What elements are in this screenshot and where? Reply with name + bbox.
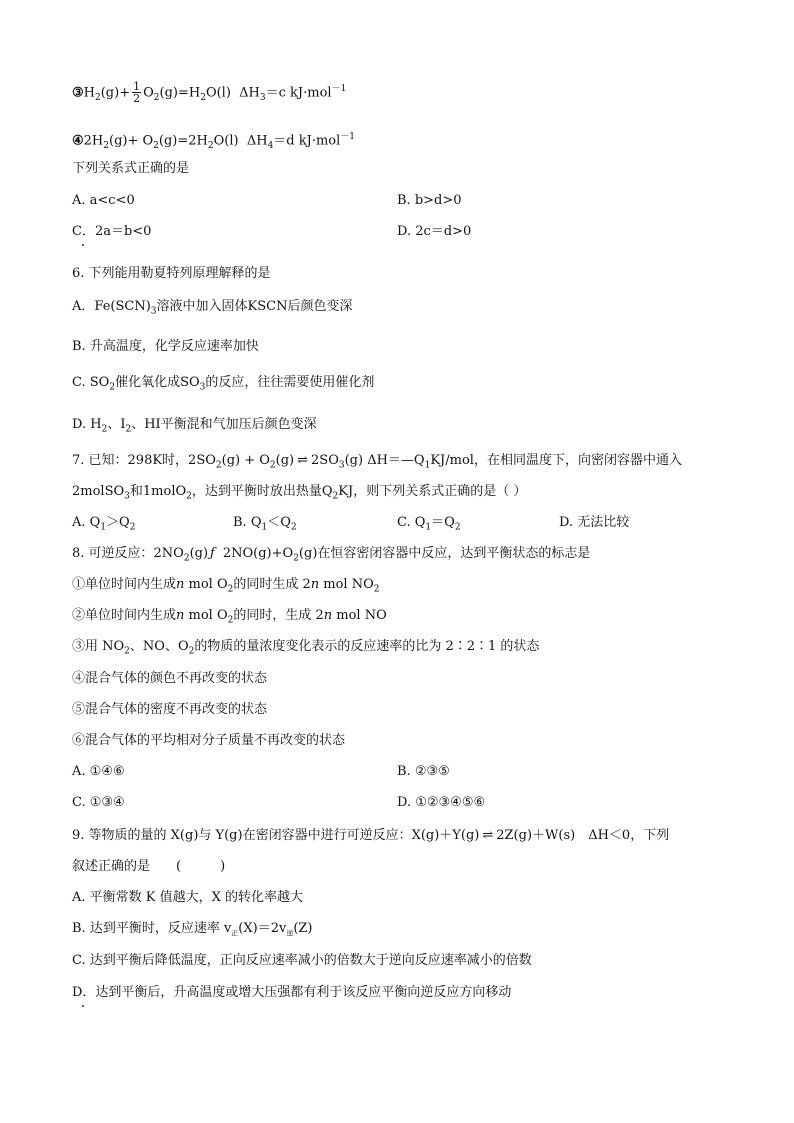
- q5-option-b: B. b>d>0: [397, 193, 462, 208]
- q7-option-d: D. 无法比较: [559, 515, 630, 530]
- q8-item-1: ①单位时间内生成n mol $O_2$的同时生成 2n mol $NO_2$: [72, 577, 380, 595]
- q7-option-b: B. $Q_1<Q_2$: [233, 515, 297, 533]
- q6-option-b: B. 升高温度，化学反应速率加快: [72, 339, 259, 354]
- equilibrium-arrow-icon: ⇌: [297, 453, 309, 468]
- q9-option-a: A. 平衡常数 K 值越大，X 的转化率越大: [72, 890, 304, 905]
- garbled-f-glyph: ƒ: [210, 546, 215, 561]
- q6-option-a: A．$Fe(SCN)_3$溶液中加入固体KSCN后颜色变深: [72, 299, 353, 317]
- q5-option-a: A. a<c<0: [72, 193, 135, 208]
- q8-item-5: ⑤混合气体的密度不再改变的状态: [72, 702, 268, 717]
- q9-option-c: C. 达到平衡后降低温度，正向反应速率减小的倍数大于逆向反应速率减小的倍数: [72, 953, 532, 968]
- q9-stem-line1: 9. 等物质的量的 X(g)与 Y(g)在密闭容器中进行可逆反应：X(g)＋Y(g) ⇌ 2Z(g)＋W(s) ΔH＜0，下列: [72, 828, 670, 843]
- q9-stem-line2: 叙述正确的是 ( ): [72, 859, 226, 874]
- q6-option-c: C. $SO_2$催化氧化成$SO_3$的反应，往往需要使用催化剂: [72, 375, 375, 393]
- equation-4: $④2H_2(g)+ O_2(g)=2H_2O(l)$ $\Delta H_4=d$ kJ·mol$^{-1}$: [72, 132, 356, 151]
- q8-option-c: C. ①③④: [72, 795, 125, 810]
- q8-item-6: ⑥混合气体的平均相对分子质量不再改变的状态: [72, 733, 346, 748]
- q6-stem: 6. 下列能用勒夏特列原理解释的是: [72, 266, 271, 281]
- q7-stem-line2: 2molSO$_3$和1molO$_2$，达到平衡时放出热量$Q_2KJ$，则下列关系式正确的是（ ）: [72, 484, 527, 502]
- q5-option-c: C．2a＝b<0: [72, 224, 152, 239]
- fraction-one-half: $\frac{1}{2}$: [133, 80, 141, 106]
- q8-option-a: A. ①④⑥: [72, 764, 125, 779]
- q8-option-b: B. ②③⑤: [397, 764, 450, 779]
- q8-item-3: ③用 $NO_2$、NO、$O_2$的物质的量浓度变化表示的反应速率的比为 2∶2∶1 的状态: [72, 639, 540, 657]
- stray-dot: [82, 244, 84, 246]
- equation-3: $③H_2(g)+$ $\frac{1}{2}$ $O_2(g)=H_2O(l)$ $\Delta H_3=c$ kJ·mol$^{-1}$: [72, 80, 347, 106]
- q5-stem: 下列关系式正确的是: [72, 161, 190, 176]
- q9-option-d: D．达到平衡后，升高温度或增大压强都有利于该反应平衡向逆反应方向移动: [72, 985, 512, 1000]
- q7-option-c: C. $Q_1=Q_2$: [397, 515, 461, 533]
- equilibrium-arrow-icon: ⇌: [482, 828, 494, 843]
- q8-item-2: ②单位时间内生成n mol $O_2$的同时，生成 2n mol NO: [72, 608, 387, 626]
- q9-option-b: B. 达到平衡时，反应速率 $v_正(X)=2v_逆(Z)$: [72, 921, 313, 938]
- q8-option-d: D. ①②③④⑤⑥: [397, 795, 486, 810]
- stray-dot: [82, 1005, 84, 1007]
- q7-stem-line1: 7. 已知：298K时，$2SO_2(g) + O_2(g)$ ⇌ $2SO_3(g)$ $\Delta H=—Q_1KJ$/mol，在相同温度下，向密闭容器中通入: [72, 453, 682, 471]
- q6-option-d: D. $H_2$、$I_2$、HI平衡混和气加压后颜色变深: [72, 417, 317, 435]
- q5-option-d: D. 2c＝d>0: [397, 224, 472, 239]
- q8-item-4: ④混合气体的颜色不再改变的状态: [72, 671, 268, 686]
- q7-option-a: A. $Q_1>Q_2$: [72, 515, 136, 533]
- q8-stem: 8. 可逆反应：$2NO_2(g)$ ƒ $2NO(g)+O_2(g)$在恒容密闭容器中反应，达到平衡状态的标志是: [72, 546, 591, 564]
